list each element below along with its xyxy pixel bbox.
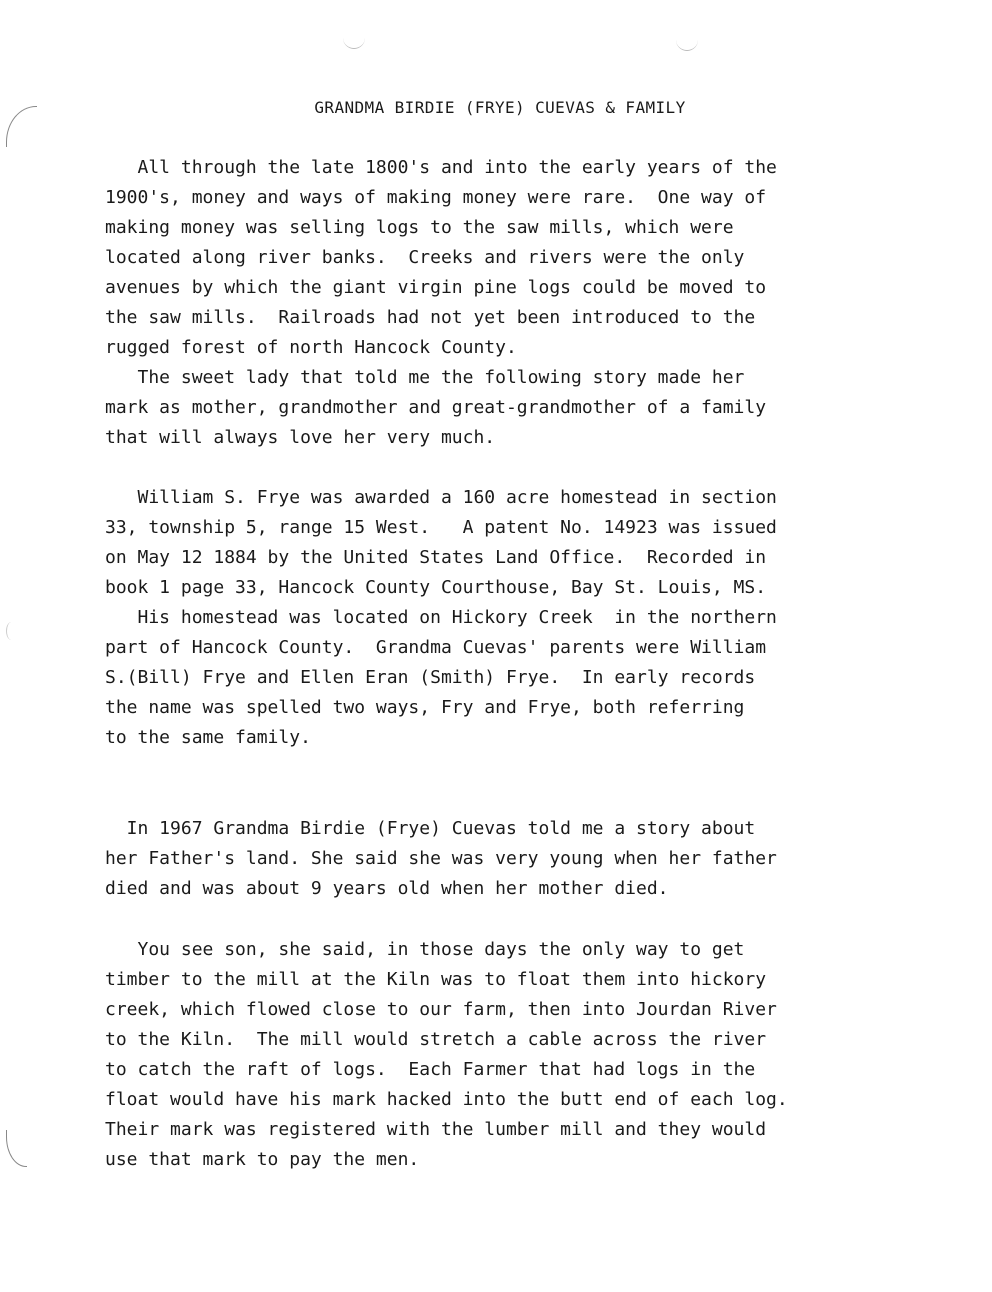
text-line: timber to the mill at the Kiln was to float them into hickory [105,969,767,990]
text-line: that will always love her very much. [105,427,496,448]
scan-mark [6,622,13,640]
text-line: to the Kiln. The mill would stretch a cable across the river [105,1029,767,1050]
text-line: use that mark to pay the men. [105,1149,420,1170]
text-line: 33, township 5, range 15 West. A patent No. 14923 was issued [105,517,777,538]
scan-mark [676,40,698,51]
text-line: book 1 page 33, Hancock County Courthouse, Bay St. Louis, MS. [105,577,767,598]
text-line: her Father's land. She said she was very young when her father [105,848,777,869]
text-line: William S. Frye was awarded a 160 acre homestead in section [105,487,777,508]
text-line: to the same family. [105,727,311,748]
text-line: rugged forest of north Hancock County. [105,337,517,358]
text-line: part of Hancock County. Grandma Cuevas' parents were William [105,637,767,658]
text-line: on May 12 1884 by the United States Land Office. Recorded in [105,547,767,568]
text-line: S.(Bill) Frye and Ellen Eran (Smith) Frye. In early records [105,667,756,688]
text-line: the saw mills. Railroads had not yet been introduced to the [105,307,756,328]
document-title: GRANDMA BIRDIE (FRYE) CUEVAS & FAMILY [314,98,686,117]
text-line: to catch the raft of logs. Each Farmer that had logs in the [105,1059,756,1080]
text-line: His homestead was located on Hickory Creek in the northern [105,607,777,628]
text-line: making money was selling logs to the saw mills, which were [105,217,734,238]
text-line: located along river banks. Creeks and rivers were the only [105,247,745,268]
text-line: creek, which flowed close to our farm, then into Jourdan River [105,999,777,1020]
text-line: Their mark was registered with the lumber mill and they would [105,1119,767,1140]
text-line: avenues by which the giant virgin pine logs could be moved to [105,277,767,298]
text-line: float would have his mark hacked into the butt end of each log. [105,1089,788,1110]
text-line: All through the late 1800's and into the early years of the [105,157,777,178]
text-line: 1900's, money and ways of making money were rare. One way of [105,187,767,208]
text-line: In 1967 Grandma Birdie (Frye) Cuevas told me a story about [105,818,756,839]
text-line: You see son, she said, in those days the only way to get [105,939,745,960]
text-line: the name was spelled two ways, Fry and Frye, both referring [105,697,745,718]
text-line: The sweet lady that told me the following story made her [105,367,745,388]
text-line: died and was about 9 years old when her mother died. [105,878,669,899]
scan-mark [343,38,365,49]
scan-mark [6,1130,27,1167]
text-line: mark as mother, grandmother and great-grandmother of a family [105,397,767,418]
